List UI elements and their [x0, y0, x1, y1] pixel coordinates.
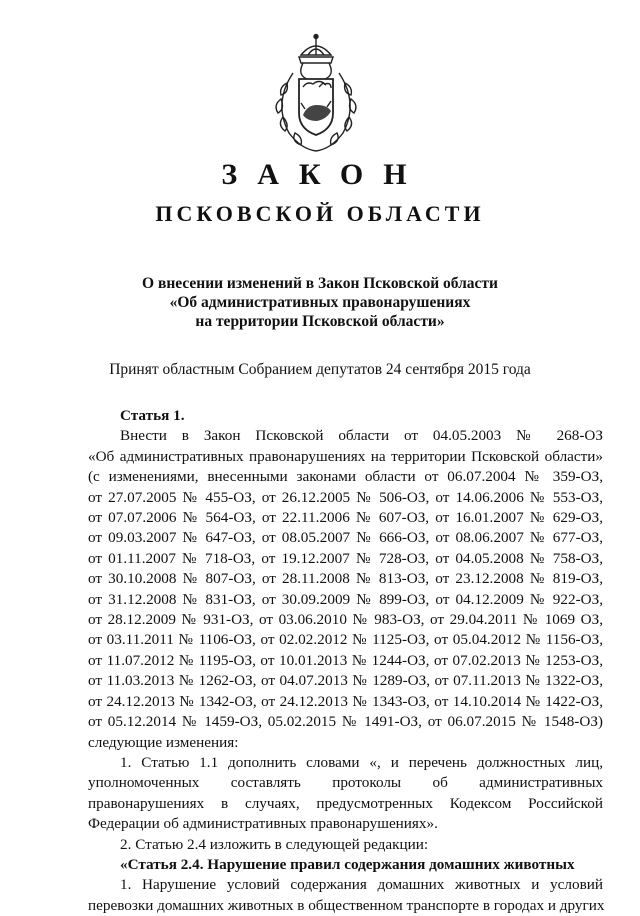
text-line: от 03.11.2011 № 1106-ОЗ, от 02.02.2012 № 1125-ОЗ, от 05.04.2012 № 1156-ОЗ,: [88, 631, 603, 649]
adoption-note: Принят областным Собранием депутатов 24 сентября 2015 года: [109, 361, 531, 378]
text-line: 1. Статью 1.1 дополнить словами «, и перечень должностных лиц,: [120, 753, 603, 771]
law-subject: [0, 274, 640, 331]
text-line: от 28.12.2009 № 931-ОЗ, от 03.06.2010 № 983-ОЗ, от 29.04.2011 № 1069 ОЗ,: [88, 611, 603, 629]
subject-line: на территории Псковской области»: [195, 313, 445, 330]
text-line: от 27.07.2005 № 455-ОЗ, от 26.12.2005 № 506-ОЗ, от 14.06.2006 № 553-ОЗ,: [88, 488, 603, 506]
text-line: от 01.11.2007 № 718-ОЗ, от 19.12.2007 № 728-ОЗ, от 04.05.2008 № 758-ОЗ,: [88, 549, 603, 567]
law-title: ЗАКОН: [221, 158, 427, 191]
region-title: ПСКОВСКОЙ ОБЛАСТИ: [155, 201, 485, 226]
text-line: от 11.07.2012 № 1195-ОЗ, от 10.01.2013 № 1244-ОЗ, от 07.02.2013 № 1253-ОЗ,: [88, 651, 603, 669]
text-line: от 30.10.2008 № 807-ОЗ, от 28.11.2008 № 813-ОЗ, от 23.12.2008 № 819-ОЗ,: [88, 570, 603, 588]
text-line: правонарушениях в случаях, предусмотренных Кодексом Российской: [88, 794, 603, 812]
document-body: [88, 406, 603, 916]
subject-line: «Об административных правонарушениях: [169, 294, 471, 311]
text-line: перевозки домашних животных в общественном транспорте в городах и других: [88, 896, 605, 914]
text-line: от 05.12.2014 № 1459-ОЗ, 05.02.2015 № 1491-ОЗ, от 06.07.2015 № 1548-ОЗ): [88, 713, 603, 731]
article-heading: Статья 1.: [120, 407, 185, 424]
text-line: следующие изменения:: [88, 733, 239, 751]
text-line: уполномоченных составлять протоколы об административных: [88, 774, 603, 792]
subject-line: О внесении изменений в Закон Псковской области: [142, 275, 498, 292]
text-line: (с изменениями, внесенными законами области от 06.07.2004 № 359-ОЗ,: [88, 468, 603, 486]
text-line: от 09.03.2007 № 647-ОЗ, от 08.05.2007 № 666-ОЗ, от 08.06.2007 № 677-ОЗ,: [88, 529, 603, 547]
coat-of-arms-emblem: [263, 33, 369, 155]
text-line: от 11.03.2013 № 1262-ОЗ, от 04.07.2013 № 1289-ОЗ, от 07.11.2013 № 1322-ОЗ,: [88, 672, 603, 690]
article-2-4-heading: «Статья 2.4. Нарушение правил содержания домашних животных: [120, 855, 575, 873]
text-line: от 07.07.2006 № 564-ОЗ, от 22.11.2006 № 607-ОЗ, от 16.01.2007 № 629-ОЗ,: [88, 509, 603, 527]
text-line: Федерации об административных правонарушениях».: [88, 815, 438, 833]
text-line: Внести в Закон Псковской области от 04.05.2003 № 268-ОЗ: [120, 427, 603, 445]
text-line: от 24.12.2013 № 1342-ОЗ, от 24.12.2013 № 1343-ОЗ, от 14.10.2014 № 1422-ОЗ,: [88, 692, 603, 710]
text-line: 2. Статью 2.4 изложить в следующей редакции:: [120, 835, 429, 853]
text-line: 1. Нарушение условий содержания домашних животных и условий: [120, 876, 603, 894]
text-line: от 31.12.2008 № 831-ОЗ, от 30.09.2009 № 899-ОЗ, от 04.12.2009 № 922-ОЗ,: [88, 590, 603, 608]
text-line: «Об административных правонарушениях на территории Псковской области»: [88, 447, 603, 465]
